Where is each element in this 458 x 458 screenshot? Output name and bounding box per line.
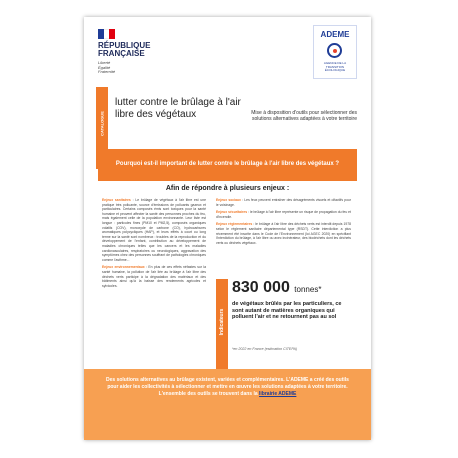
french-flag-logo: [98, 29, 115, 39]
ademe-globe-icon: [327, 43, 342, 58]
enjeu-paragraph: Enjeux sécuritaires : le brûlage à l'air libre représente un risque de propagation du feu et d'incendie.: [216, 210, 351, 219]
enjeu-paragraph: Enjeux sanitaires : Le brûlage de végétaux à l'air libre est une pratique très polluante, source d'émissions de polluants gazeux et particulaires. Certains composés émis sont toxiques pour la santé humaine et peuvent affecter la santé des personnes proches du feu, mais également celle de la population environnante. Leur liste est longue : particules fines (PM10 et PM2,5), composés organiques volatils (COV), monoxyde de carbone (CO), hydrocarbures aromatiques polycycliques (HAP), et leurs effets à court ou long terme sur la santé sont nombreux : troubles de la reproduction et du développement de l'enfant, contribution au développement de maladies chroniques telles que les cancers et les maladies cardiovasculaires, respiratoires ou neurologiques, aggravation des symptômes chez des personnes souffrant de pathologies chroniques comme l'asthme...: [102, 198, 206, 262]
indicator-note: *en 2022 en France (estimation CITEPA): [232, 347, 298, 351]
enjeux-column-left: [102, 198, 206, 291]
page-subtitle: Mise à disposition d'outils pour sélectionner des solutions alternatives adaptées à votre territoire: [251, 110, 357, 122]
ademe-logo: ADEME AGENCE DE LA TRANSITION ÉCOLOGIQUE: [313, 25, 357, 79]
indicator-number: 830 000 tonnes*: [232, 279, 322, 296]
librairie-ademe-link[interactable]: librairie ADEME: [259, 391, 297, 397]
indicator-label-band: Indicateurs: [216, 279, 228, 371]
page-title: lutter contre le brûlage à l'air libre des végétaux: [115, 97, 241, 120]
enjeu-paragraph: Enjeux environnementaux : En plus de ces effets néfastes sur la santé humaine, la pollution de l'air liée au brûlage à l'air libre des déchets verts participe à la dégradation des matériaux et des bâtiments ainsi qu'à la baisse des rendements agricoles et sylvicoles.: [102, 265, 206, 288]
enjeu-paragraph: Enjeux sociaux : Les feux peuvent entraîner des désagréments visuels et olfactifs pour le voisinage.: [216, 198, 351, 207]
question-banner: Pourquoi est-il important de lutter contre le brûlage à l'air libre des végétaux ?: [98, 149, 357, 181]
document-page: [84, 17, 371, 440]
indicator-text: de végétaux brûlés par les particuliers, ce sont autant de matières organiques qui polluent l'air et ne retournent pas au sol: [232, 301, 342, 321]
republique-francaise-logo: RÉPUBLIQUE FRANÇAISE: [98, 41, 151, 58]
enjeu-paragraph: Enjeux réglementaires : le brûlage à l'air libre des déchets verts est interdit depuis 1978 selon le règlement sanitaire départemental type (RSDT). Cette interdiction a plus récemment été inscrite dans le Code de l'Environnement (loi AGEC 2020) en spécifiant l'interdiction du brûlage, à l'air libre ou avec incinérateur, des biodéchets dont les déchets verts ou déchets végétaux.: [216, 222, 351, 245]
indicator-box: [216, 279, 354, 371]
side-tab: CATALOGUE: [96, 87, 108, 169]
enjeux-column-right: [216, 198, 351, 248]
republic-motto: Liberté Égalité Fraternité: [98, 60, 116, 74]
enjeux-heading: Afin de répondre à plusieurs enjeux :: [165, 185, 290, 192]
bottom-banner: Des solutions alternatives au brûlage existent, variées et complémentaires. L'ADEME a créé des outils pour aider les collectivités à sélectionner et mettre en œuvre les solutions adaptées à votre territoire. L'ensemble des outils se trouvent dans la librairie ADEME: [84, 369, 371, 440]
